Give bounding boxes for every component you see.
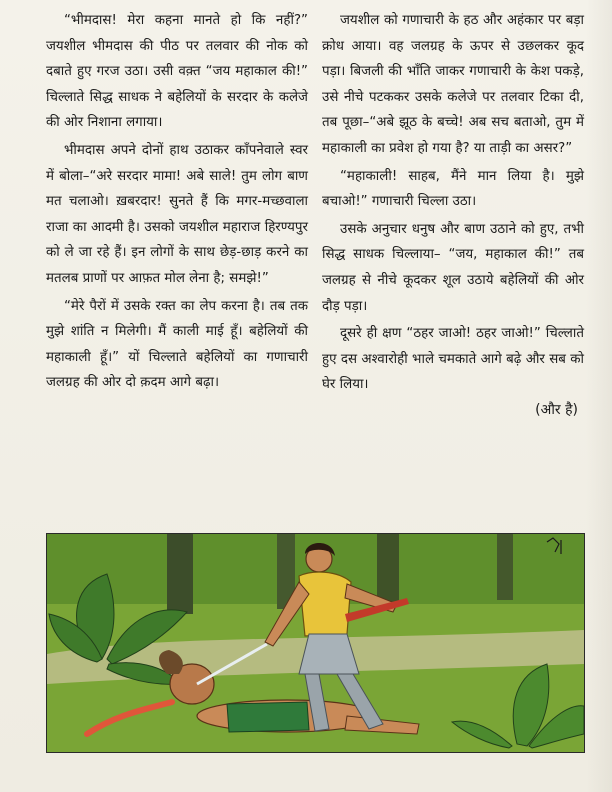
illustration-scene	[47, 534, 584, 752]
right-paragraph-3: उसके अनुचार धनुष और बाण उठाने को हुए, तभी सिद्ध साधक चिल्लाया– “जय, महाकाल की!” तब जलग्रह से नीचे कूदकर शूल उठाये बहेलियों की ओर दौड़ पड़ा।	[322, 221, 584, 314]
tree-trunk	[497, 534, 513, 600]
left-text-column	[46, 8, 308, 396]
right-text-column	[322, 8, 584, 424]
page-edge-shadow	[586, 0, 612, 792]
right-paragraph-2: “महाकाली! साहब, मैंने मान लिया है। मुझे बचाओ!” गणाचारी चिल्ला उठा।	[322, 168, 584, 210]
tree-trunk	[377, 534, 399, 604]
story-illustration	[46, 533, 585, 753]
left-paragraph-3: “मेरे पैरों में उसके रक्त का लेप करना है। तब तक मुझे शांति न मिलेगी। मैं काली माई हूँ। बहेलियों की महाकाली हूँ।” यों चिल्लाते बहेलियों का गणाचारी जलग्रह की ओर दो क़दम आगे बढ़ा।	[46, 298, 308, 391]
right-paragraph-4: दूसरे ही क्षण “ठहर जाओ! ठहर जाओ!” चिल्लाते हुए दस अश्वारोही भाले चमकाते आगे बढ़े और सब को घेर लिया।	[322, 326, 584, 393]
right-paragraph-1: जयशील को गणाचारी के हठ और अहंकार पर बड़ा क्रोध आया। वह जलग्रह के ऊपर से उछलकर कूद पड़ा। बिजली की भाँति जाकर गणाचारी के केश पकड़े, उसे नीचे पटककर उसके कलेजे पर तलवार टिका दी, तब पूछा–“अबे झूठ के बच्चे! अब सच बताओ, तुम में महाकाली का प्रवेश हो गया है? या ताड़ी का असर?”	[322, 13, 584, 156]
tree-trunk	[167, 534, 193, 614]
continued-marker: (और है)	[535, 401, 578, 418]
left-paragraph-1: “भीमदास! मेरा कहना मानते हो कि नहीं?” जयशील भीमदास की पीठ पर तलवार की नोक को दबाते हुए गरज उठा। उसी वक़्त “जय महाकाल की!” चिल्लाते सिद्ध साधक ने बहेलियों के सरदार के कलेजे की ओर निशाना लगाया।	[46, 13, 308, 131]
left-paragraph-2: भीमदास अपने दोनों हाथ उठाकर काँपनेवाले स्वर में बोला–“अरे सरदार मामा! अबे साले! तुम लोग बाण मत चलाओ। ख़बरदार! सुनते हैं कि मगर-मच्छवाला राजा का आदमी है। उसको जयशील महाराज हिरण्यपुर को ले जा रहे हैं। इन लोगों के साथ छेड़-छाड़ करने का मतलब प्राणों पर आफ़त मोल लेना है; समझे!”	[46, 142, 308, 286]
